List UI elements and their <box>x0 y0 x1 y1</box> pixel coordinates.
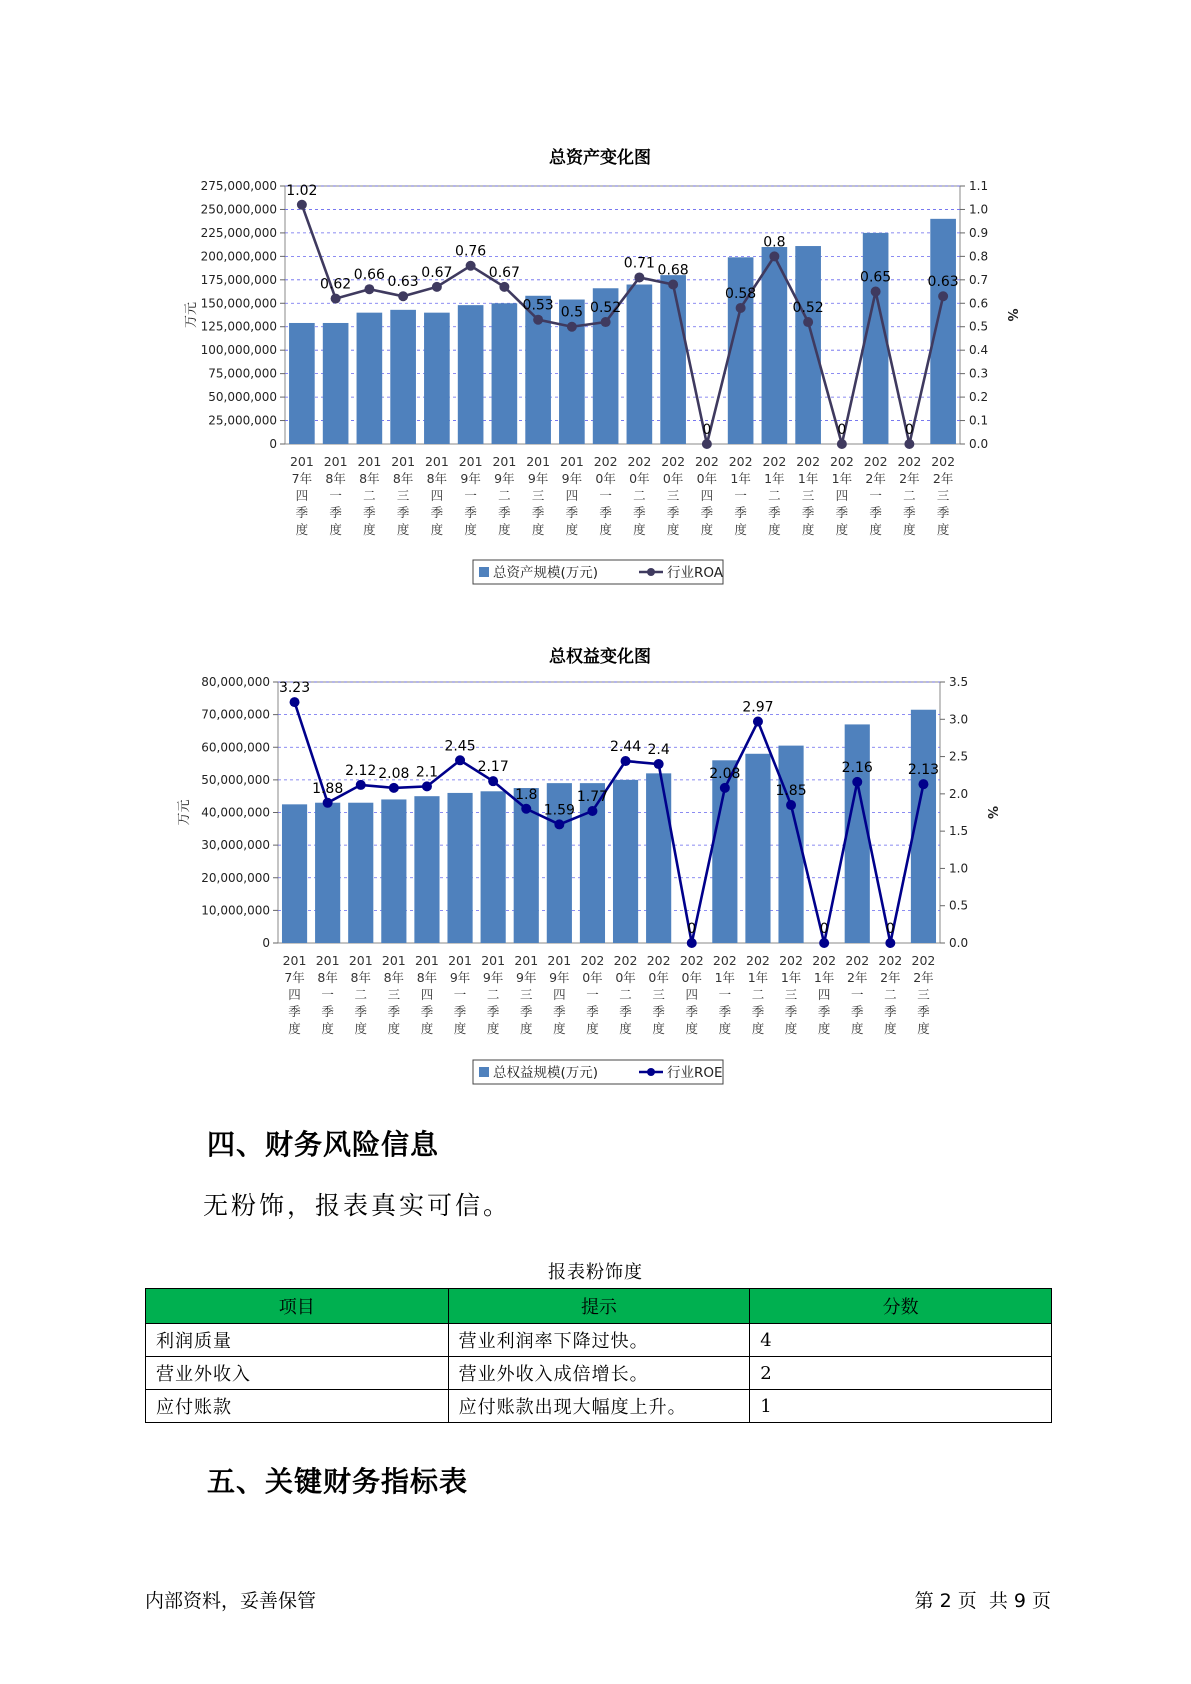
bar <box>863 233 889 444</box>
y-tick-label: 125,000,000 <box>200 319 277 334</box>
line-point <box>521 804 531 814</box>
line-point <box>499 282 509 292</box>
line-point <box>554 819 564 829</box>
legend-bar-swatch <box>479 1067 489 1077</box>
line-point <box>290 697 300 707</box>
data-label: 0.5 <box>560 304 584 321</box>
y2-tick-label: 0.7 <box>969 272 989 287</box>
y2-tick-label: 1.0 <box>969 202 989 217</box>
data-label: 0.52 <box>590 300 622 317</box>
header-cell: 分数 <box>750 1289 1052 1324</box>
bar <box>845 724 870 943</box>
line-point <box>634 272 644 282</box>
data-label: 0.67 <box>421 264 453 281</box>
line-point <box>918 779 928 789</box>
y-tick-label: 25,000,000 <box>208 413 277 428</box>
table-cell: 1 <box>750 1390 1052 1423</box>
data-label: 2.4 <box>647 742 670 759</box>
line-point <box>687 938 697 948</box>
line-point <box>587 806 597 816</box>
data-label: 0.71 <box>623 255 655 272</box>
y2-tick-label: 0.3 <box>969 366 989 381</box>
line-point <box>432 282 442 292</box>
line-point <box>567 322 577 332</box>
section-heading: 四、财务风险信息 <box>207 1128 440 1161</box>
y-tick-label: 50,000,000 <box>208 390 277 405</box>
x-tick-label: 201 7年四季度 <box>282 953 307 1036</box>
bar <box>381 799 406 943</box>
bar <box>559 300 585 444</box>
y-tick-label: 20,000,000 <box>201 870 270 885</box>
line-point <box>533 315 543 325</box>
y-tick-label: 250,000,000 <box>200 202 277 217</box>
x-tick-label: 202 1年二季度 <box>746 953 770 1036</box>
y-tick-label: 50,000,000 <box>201 772 270 787</box>
x-tick-label: 202 1年二季度 <box>762 454 787 537</box>
table-cell: 2 <box>750 1357 1052 1390</box>
bar <box>424 313 450 444</box>
line-point <box>389 783 399 793</box>
y-tick-label: 75,000,000 <box>208 366 277 381</box>
y-tick-label: 70,000,000 <box>201 707 270 722</box>
y-tick-label: 275,000,000 <box>200 179 277 193</box>
x-tick-label: 202 2年一季度 <box>845 953 870 1036</box>
x-tick-label: 202 0年三季度 <box>646 953 671 1036</box>
y-tick-label: 175,000,000 <box>200 272 277 287</box>
line-point <box>364 284 374 294</box>
bar <box>414 796 439 943</box>
data-label: 0 <box>702 422 712 438</box>
data-label: 0.68 <box>657 262 689 279</box>
x-tick-label: 202 2年二季度 <box>878 953 903 1036</box>
x-tick-label: 202 1年一季度 <box>728 454 753 537</box>
line-point <box>398 291 408 301</box>
x-tick-label: 201 9年一季度 <box>448 953 472 1036</box>
x-tick-label: 202 0年二季度 <box>627 454 652 537</box>
line-point <box>323 798 333 808</box>
x-tick-label: 202 2年三季度 <box>931 454 956 537</box>
data-label: 1.85 <box>775 783 807 800</box>
data-label: 0 <box>837 422 847 438</box>
y-tick-label: 225,000,000 <box>200 225 277 240</box>
y2-axis-label: % <box>984 805 999 820</box>
bar <box>660 275 686 444</box>
data-label: 0.63 <box>387 274 419 291</box>
line-point <box>488 776 498 786</box>
line-point <box>654 759 664 769</box>
data-label: 0.66 <box>353 267 385 284</box>
line-point <box>466 261 476 271</box>
y-axis-label: 万元 <box>184 301 199 329</box>
line-point <box>621 756 631 766</box>
y-tick-label: 30,000,000 <box>201 838 270 853</box>
x-tick-label: 201 9年二季度 <box>492 454 517 537</box>
y-tick-label: 10,000,000 <box>201 903 270 918</box>
legend-line-marker <box>647 568 655 576</box>
bar <box>613 780 638 943</box>
legend-label: 总权益规模(万元) <box>493 1065 599 1081</box>
bar <box>646 773 671 943</box>
table-cell: 应付账款 <box>146 1390 449 1423</box>
x-tick-label: 201 9年四季度 <box>547 953 572 1036</box>
table-cell: 利润质量 <box>146 1324 449 1357</box>
bar <box>357 313 383 444</box>
data-label: 0 <box>687 921 697 937</box>
data-label: 3.23 <box>278 680 311 697</box>
y2-tick-label: 3.0 <box>949 712 969 727</box>
x-tick-label: 202 0年四季度 <box>694 454 719 537</box>
y2-axis-label: % <box>1004 308 1019 322</box>
y2-tick-label: 0.0 <box>949 936 969 950</box>
data-label: 0.58 <box>725 285 757 302</box>
y-tick-label: 80,000,000 <box>201 675 270 689</box>
table-cell: 营业利润率下降过快。 <box>448 1324 750 1357</box>
x-tick-label: 202 1年三季度 <box>779 953 803 1036</box>
line-point <box>769 251 779 261</box>
y2-tick-label: 3.5 <box>949 675 969 689</box>
x-tick-label: 202 1年三季度 <box>796 454 821 537</box>
bar <box>289 323 315 444</box>
data-label: 1.77 <box>576 789 609 806</box>
x-tick-label: 201 8年一季度 <box>323 454 348 537</box>
plot-area <box>285 186 960 444</box>
y-tick-label: 200,000,000 <box>200 249 277 264</box>
line-point <box>702 439 712 449</box>
bar <box>627 285 653 444</box>
legend-label: 行业ROA <box>667 565 724 581</box>
x-tick-label: 202 0年二季度 <box>613 953 638 1036</box>
data-label: 1.88 <box>312 780 344 797</box>
table-row <box>146 1357 1052 1390</box>
bar <box>315 803 340 943</box>
data-label: 2.44 <box>609 739 642 756</box>
x-tick-label: 201 8年一季度 <box>315 953 340 1036</box>
y2-tick-label: 0.4 <box>969 343 989 358</box>
x-tick-label: 201 8年四季度 <box>424 454 449 537</box>
x-tick-label: 202 1年四季度 <box>829 454 854 537</box>
bar <box>447 793 472 943</box>
data-label: 0.67 <box>488 264 520 281</box>
x-tick-label: 202 1年四季度 <box>812 953 837 1036</box>
x-tick-label: 201 8年二季度 <box>357 454 382 537</box>
data-label: 0.76 <box>455 243 487 260</box>
x-tick-label: 201 8年三季度 <box>381 953 406 1036</box>
line-point <box>885 938 895 948</box>
data-label: 2.08 <box>378 765 410 782</box>
x-tick-label: 201 9年三季度 <box>526 454 551 537</box>
y-tick-label: 0 <box>262 936 270 950</box>
data-label: 0.63 <box>927 274 959 291</box>
y-axis-label: 万元 <box>177 799 192 826</box>
y2-tick-label: 1.1 <box>969 179 989 193</box>
data-label: 0.52 <box>792 300 824 317</box>
line-point <box>837 439 847 449</box>
x-tick-label: 202 2年一季度 <box>863 454 888 537</box>
x-tick-label: 202 0年一季度 <box>593 454 618 537</box>
y2-tick-label: 0.5 <box>969 319 989 334</box>
footer-page-number: 第 2 页 共 9 页 <box>914 1590 1051 1612</box>
bar <box>323 323 349 444</box>
data-label: 2.1 <box>415 764 439 781</box>
y-tick-label: 150,000,000 <box>200 296 277 311</box>
data-label: 0.62 <box>320 276 352 293</box>
y2-tick-label: 0.1 <box>969 413 989 428</box>
footer-left: 内部资料，妥善保管 <box>145 1590 317 1612</box>
x-tick-label: 201 9年四季度 <box>559 454 584 537</box>
line-point <box>668 280 678 290</box>
bar <box>348 803 373 943</box>
data-label: 2.17 <box>477 759 509 776</box>
data-label: 1.59 <box>543 802 575 819</box>
legend-line-marker <box>647 1068 655 1076</box>
total-assets-chart <box>150 140 1050 590</box>
y2-tick-label: 0.6 <box>969 296 989 311</box>
y2-tick-label: 2.0 <box>949 786 969 801</box>
data-label: 2.12 <box>345 762 377 779</box>
y2-tick-label: 1.0 <box>949 861 969 876</box>
data-label: 0 <box>885 921 895 937</box>
line-point <box>720 783 730 793</box>
y-tick-label: 100,000,000 <box>200 343 277 358</box>
legend-label: 总资产规模(万元) <box>493 565 599 581</box>
header-cell: 提示 <box>448 1289 750 1324</box>
line-point <box>938 291 948 301</box>
x-tick-label: 201 9年三季度 <box>514 953 539 1036</box>
bar <box>390 310 416 444</box>
data-label: 1.02 <box>286 182 318 199</box>
line-point <box>803 317 813 327</box>
data-label: 2.45 <box>444 738 476 755</box>
bar <box>282 804 307 943</box>
chart-title: 总权益变化图 <box>549 647 651 667</box>
line-point <box>736 303 746 313</box>
bar <box>795 246 821 444</box>
x-tick-label: 202 1年一季度 <box>712 953 737 1036</box>
table-row <box>146 1390 1052 1423</box>
y-tick-label: 0 <box>269 437 277 451</box>
data-label: 0 <box>819 921 829 937</box>
x-tick-label: 202 0年四季度 <box>679 953 704 1036</box>
data-label: 2.97 <box>742 699 774 716</box>
data-label: 1.8 <box>515 786 538 803</box>
bar <box>745 754 770 943</box>
x-tick-label: 202 2年二季度 <box>897 454 922 537</box>
legend-bar-swatch <box>479 567 489 577</box>
line-point <box>356 780 366 790</box>
line-point <box>422 781 432 791</box>
line-point <box>331 294 341 304</box>
risk-conclusion: 无粉饰，报表真实可信。 <box>203 1191 512 1220</box>
bar <box>458 305 484 444</box>
x-tick-label: 201 8年二季度 <box>348 953 373 1036</box>
data-label: 0.65 <box>860 269 892 286</box>
table-cell: 营业外收入 <box>146 1357 449 1390</box>
line-point <box>601 317 611 327</box>
data-label: 0.8 <box>763 234 786 251</box>
header-cell: 项目 <box>146 1289 449 1324</box>
line-point <box>852 777 862 787</box>
bar <box>481 791 506 943</box>
risk-table <box>145 1288 1052 1423</box>
line-point <box>819 938 829 948</box>
line-point <box>455 755 465 765</box>
y2-tick-label: 0.8 <box>969 249 989 264</box>
data-label: 0.53 <box>522 297 554 314</box>
x-tick-label: 202 2年三季度 <box>911 953 936 1036</box>
data-label: 2.08 <box>709 765 741 782</box>
y2-tick-label: 0.5 <box>949 898 969 913</box>
x-tick-label: 202 0年三季度 <box>661 454 686 537</box>
y-tick-label: 60,000,000 <box>201 740 270 755</box>
table-cell: 应付账款出现大幅度上升。 <box>448 1390 750 1423</box>
table-row <box>146 1324 1052 1357</box>
section-heading: 五、关键财务指标表 <box>207 1465 469 1498</box>
x-tick-label: 201 9年一季度 <box>458 454 483 537</box>
chart-svg <box>150 140 1050 590</box>
line-point <box>786 800 796 810</box>
y-tick-label: 40,000,000 <box>201 805 270 820</box>
y2-tick-label: 0.9 <box>969 225 989 240</box>
table-cell: 4 <box>750 1324 1052 1357</box>
x-tick-label: 201 8年三季度 <box>391 454 416 537</box>
y2-tick-label: 2.5 <box>949 749 969 764</box>
x-tick-label: 202 0年一季度 <box>580 953 605 1036</box>
x-tick-label: 201 8年四季度 <box>415 953 439 1036</box>
chart-title: 总资产变化图 <box>549 148 651 168</box>
y2-tick-label: 0.2 <box>969 390 989 405</box>
y2-tick-label: 0.0 <box>969 437 989 451</box>
data-label: 0 <box>904 422 914 438</box>
line-point <box>297 200 307 210</box>
line-point <box>904 439 914 449</box>
x-tick-label: 201 7年四季度 <box>289 454 314 537</box>
table-header-row <box>146 1289 1052 1324</box>
table-caption: 报表粉饰度 <box>548 1262 643 1283</box>
line-point <box>753 717 763 727</box>
total-equity-chart <box>150 640 1050 1090</box>
line-point <box>871 287 881 297</box>
data-label: 2.13 <box>907 762 940 779</box>
chart-svg <box>150 640 1050 1090</box>
table-cell: 营业外收入成倍增长。 <box>448 1357 750 1390</box>
x-tick-label: 201 9年二季度 <box>481 953 506 1036</box>
bar <box>492 303 518 444</box>
legend-label: 行业ROE <box>667 1065 723 1081</box>
data-label: 2.16 <box>841 759 873 776</box>
y2-tick-label: 1.5 <box>949 824 969 839</box>
